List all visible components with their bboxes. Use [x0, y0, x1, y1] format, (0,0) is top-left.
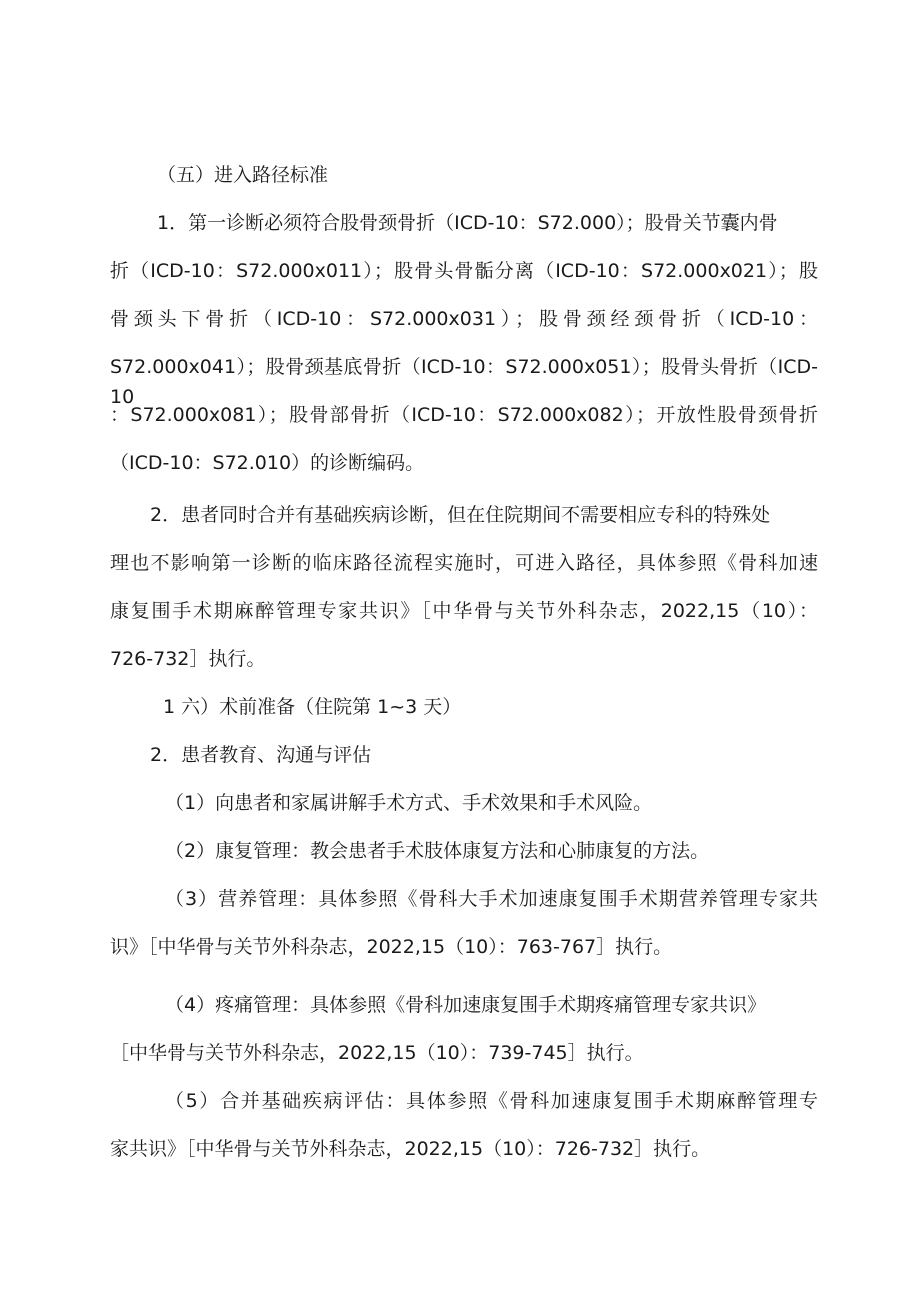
list-item: （1）向患者和家属讲解手术方式、手术效果和手术风险。	[165, 792, 653, 814]
paragraph-line: （4）疼痛管理：具体参照《骨科加速康复围手术期疼痛管理专家共识》	[165, 994, 767, 1016]
paragraph-line: （5）合并基础疾病评估：具体参照《骨科加速康复围手术期麻醉管理专	[165, 1090, 818, 1112]
paragraph-line: 骨颈头下骨折（ICD-10：S72.000x031）；股骨颈经颈骨折（ICD-10：	[110, 308, 818, 330]
list-item: （2）康复管理：教会患者手术肢体康复方法和心肺康复的方法。	[165, 840, 710, 862]
paragraph-line: 理也不影响第一诊断的临床路径流程实施时，可进入路径，具体参照《骨科加速	[110, 552, 818, 574]
paragraph-line: 折（ICD-10：S72.000x011）；股骨头骨骺分离（ICD-10：S72.000x021）；股	[110, 260, 818, 282]
paragraph-line: S72.000x041）；股骨颈基底骨折（ICD-10：S72.000x051）；股骨头骨折（ICD-10	[110, 356, 818, 408]
subsection-heading: 2．患者教育、沟通与评估	[150, 744, 372, 766]
paragraph-line: ［中华骨与关节外科杂志，2022,15（10）：739-745］执行。	[110, 1042, 644, 1064]
paragraph-line: 家共识》［中华骨与关节外科杂志，2022,15（10）：726-732］执行。	[110, 1138, 711, 1160]
paragraph-line: （ICD-10：S72.010）的诊断编码。	[110, 452, 425, 474]
paragraph-line: ：S72.000x081）；股骨部骨折（ICD-10：S72.000x082）；开放性股骨颈骨折	[110, 404, 818, 426]
paragraph-line: 1．第一诊断必须符合股骨颈骨折（ICD-10：S72.000）；股骨关节囊内骨	[157, 212, 778, 234]
section-heading: 1 六）术前准备（住院第 1~3 天）	[163, 696, 462, 718]
paragraph-line: 康复围手术期麻醉管理专家共识》［中华骨与关节外科杂志，2022,15（10）：	[110, 600, 818, 622]
paragraph-line: 2．患者同时合并有基础疾病诊断，但在住院期间不需要相应专科的特殊处	[150, 504, 771, 526]
paragraph-line: 726-732］执行。	[110, 648, 266, 670]
paragraph-line: （3）营养管理：具体参照《骨科大手术加速康复围手术期营养管理专家共	[165, 888, 818, 910]
section-heading: （五）进入路径标准	[157, 164, 329, 186]
paragraph-line: 识》［中华骨与关节外科杂志，2022,15（10）：763-767］执行。	[110, 936, 673, 958]
